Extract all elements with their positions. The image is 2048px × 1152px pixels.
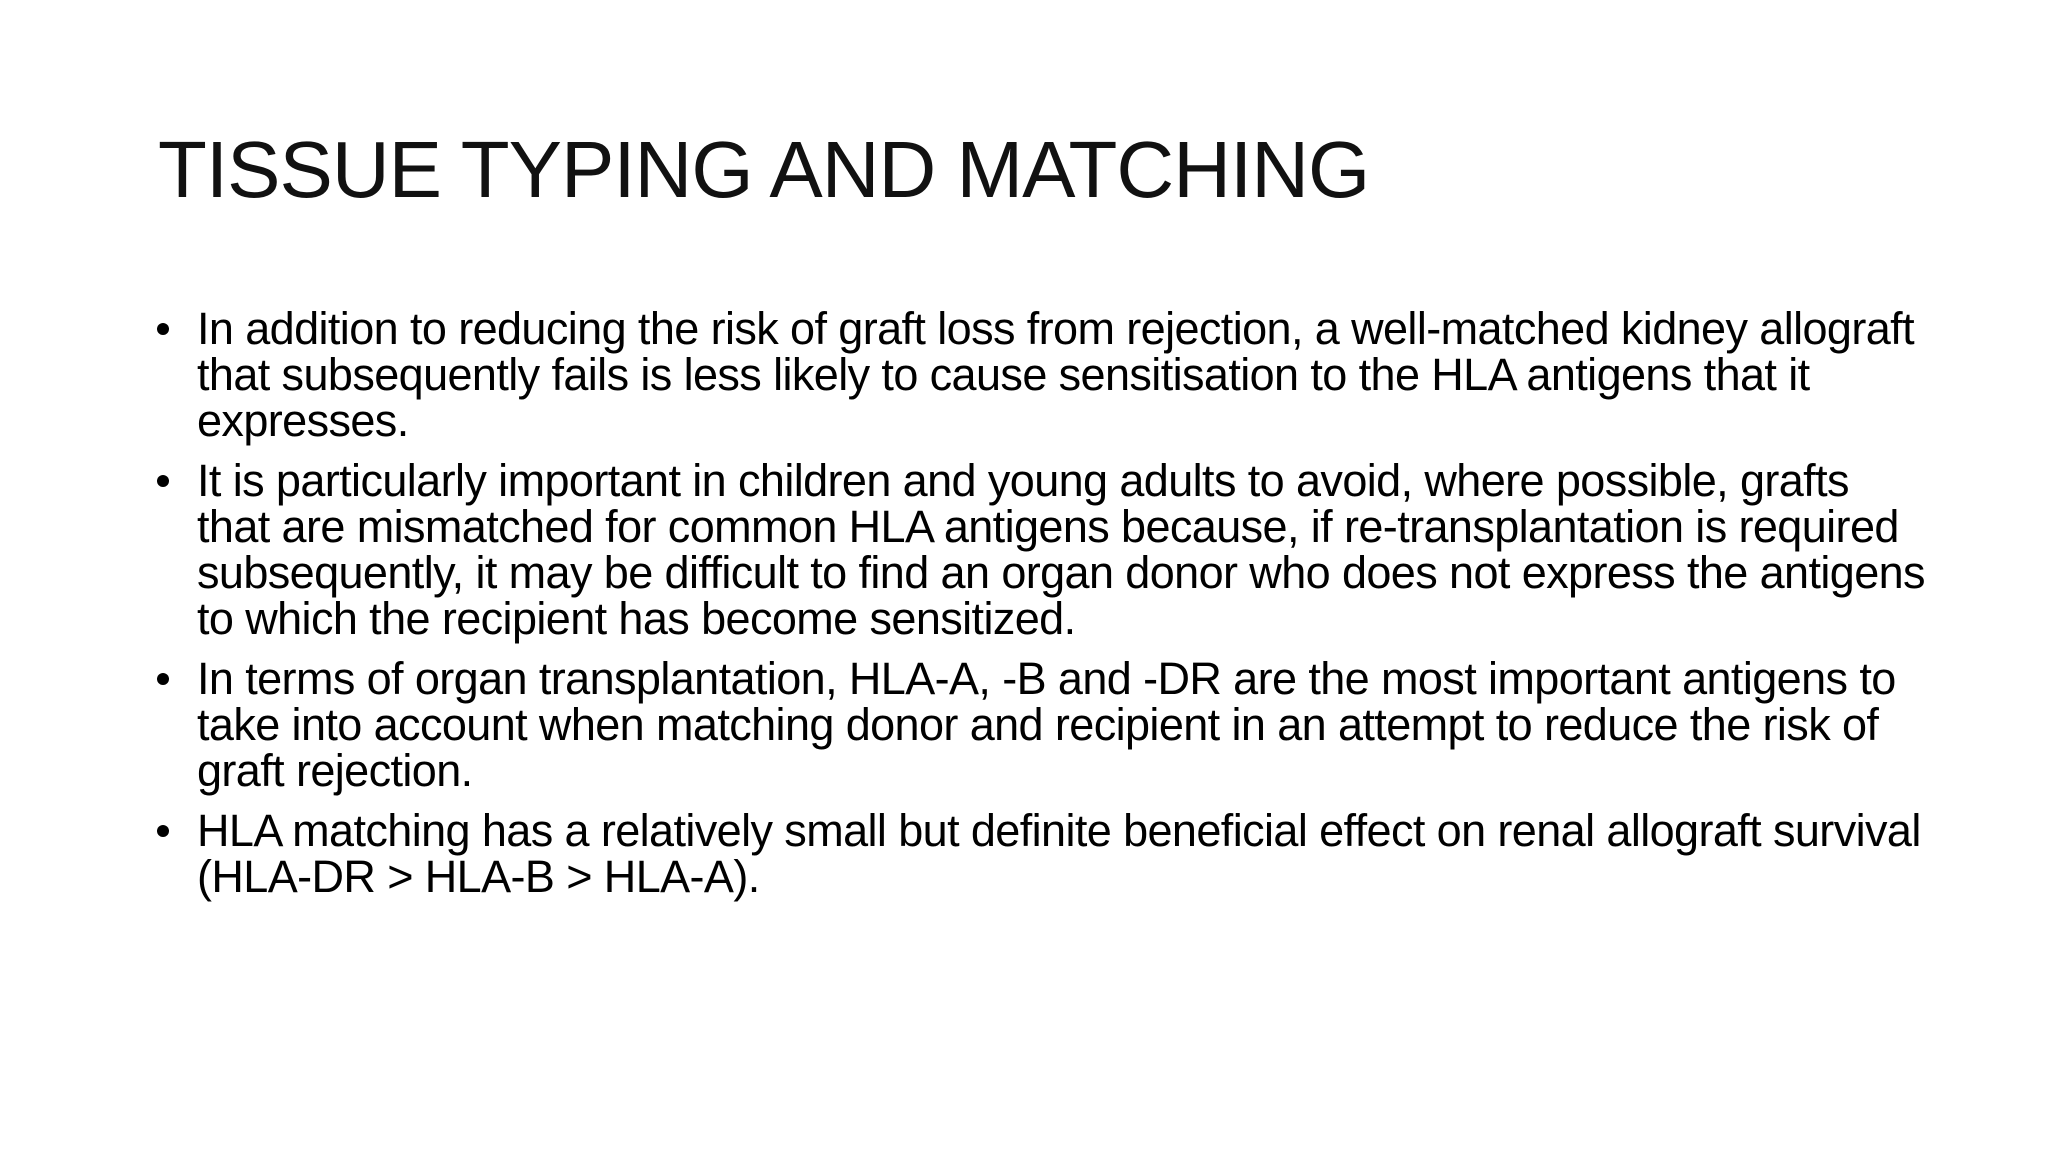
- slide-title: TISSUE TYPING AND MATCHING: [158, 125, 1370, 214]
- bullet-text: HLA matching has a relatively small but definite beneficial effect on renal allograft survival (HLA-DR > HLA-B > HLA-A).: [197, 805, 1921, 902]
- bullet-dot-icon: [157, 475, 169, 487]
- bullet-text: In addition to reducing the risk of graft loss from rejection, a well-matched kidney allograft that subsequently fails is less likely to cause sensitisation to the HLA antigens that it expresses.: [197, 303, 1914, 446]
- bullet-list: [150, 303, 1930, 914]
- bullet-dot-icon: [157, 323, 169, 335]
- bullet-item: [150, 805, 1930, 902]
- bullet-item: [150, 455, 1930, 644]
- bullet-item: [150, 303, 1930, 446]
- bullet-dot-icon: [157, 673, 169, 685]
- bullet-text: It is particularly important in children and young adults to avoid, where possible, grafts that are mismatched for common HLA antigens because, if re-transplantation is required subsequently, it may be difficult to find an organ donor who does not express the antigens to which the recipient has become sensitized.: [197, 455, 1925, 644]
- bullet-dot-icon: [157, 825, 169, 837]
- bullet-item: [150, 653, 1930, 796]
- bullet-text: In terms of organ transplantation, HLA-A, -B and -DR are the most important antigens to take into account when matching donor and recipient in an attempt to reduce the risk of graft rejection.: [197, 653, 1896, 796]
